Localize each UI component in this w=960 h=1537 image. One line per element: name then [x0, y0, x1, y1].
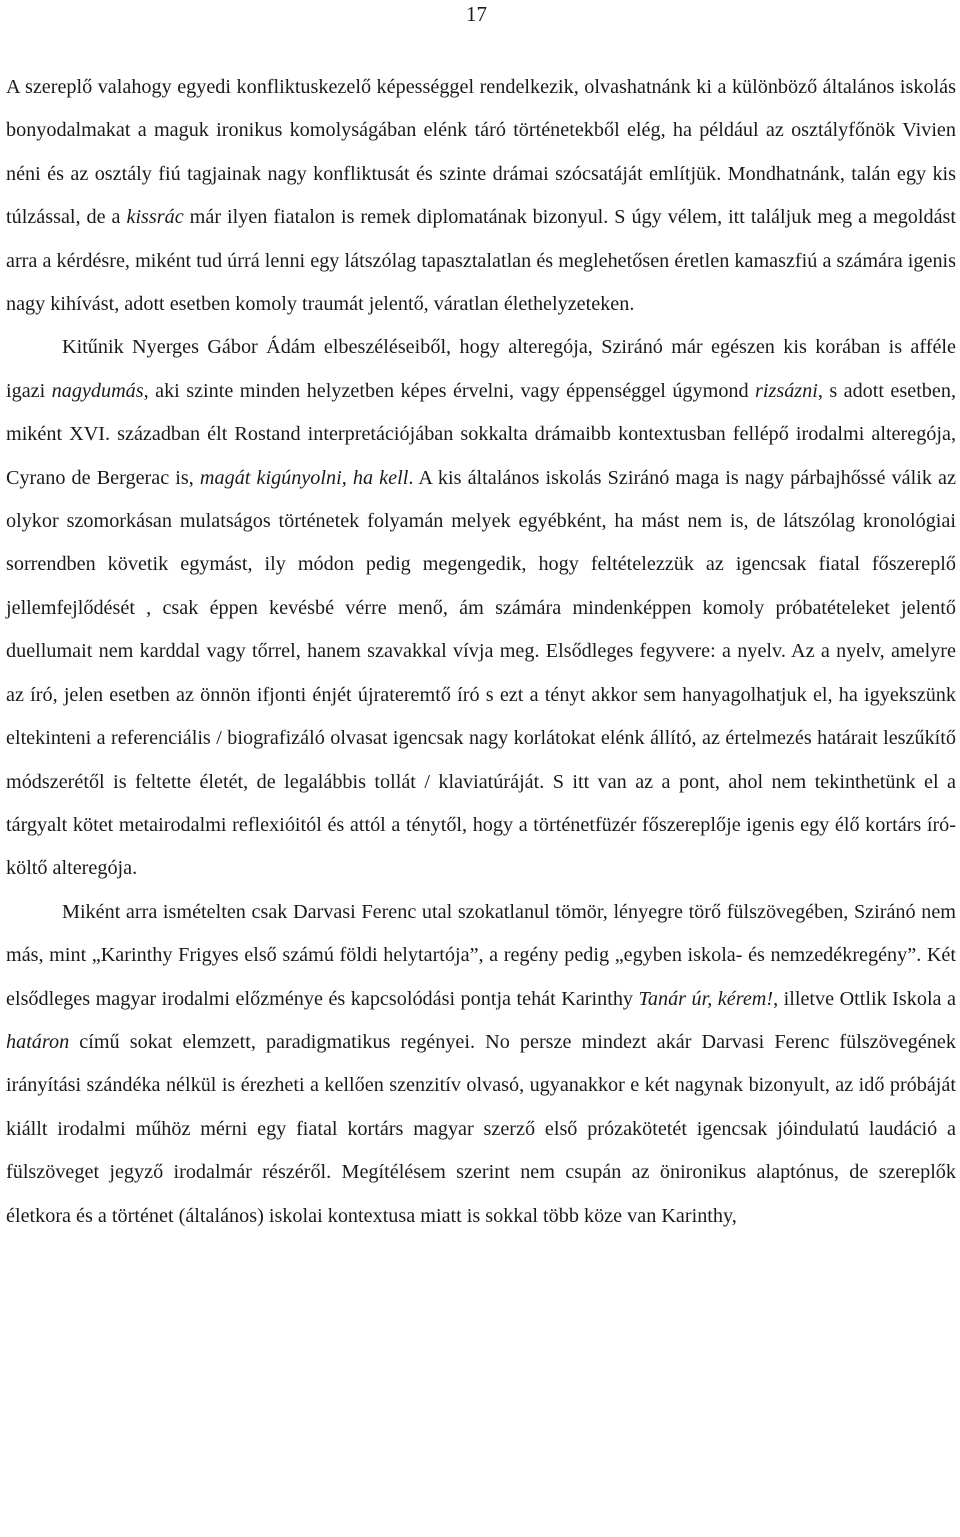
paragraph	[6, 326, 956, 890]
italic-text-run: magát kigúnyolni, ha kell	[199, 466, 409, 489]
paragraph	[6, 891, 956, 1238]
paragraph	[6, 66, 956, 326]
page-number: 17	[466, 2, 487, 26]
body-text	[6, 66, 956, 1238]
text-run: , aki szinte minden helyzetben képes érvelni, vagy éppenséggel úgymond	[143, 379, 756, 402]
text-run: A szereplő valahogy egyedi konfliktuskezelő képességgel rendelkezik, olvashatnánk ki a különböző általános iskolás bonyodalmakat a maguk ironikus komolyságában elénk táró történetekből elég, ha például az osztályfőnök Vivien néni és az osztály fiú tagjainak nagy konfliktusát és szinte drámai szócsatáját említjük. Mondhatnánk, talán egy kis túlzással, de a	[6, 76, 956, 229]
italic-text-run: határon	[6, 1030, 70, 1053]
italic-text-run: kissrác	[126, 206, 184, 229]
text-run: Miként arra ismételten csak Darvasi Ferenc utal szokatlanul tömör, lényegre törő fülszövegében, Sziránó nem más, mint „Karinthy Frigyes első számú földi helytartója”, a regény pedig „egyben iskola- és nemzedékregény”. Két elsődleges magyar irodalmi előzménye és kapcsolódási pontja tehát Karinthy	[6, 900, 956, 1010]
text-run: , s adott esetben, miként XVI. században élt Rostand interpretációjában sokkalta drámaibb kontextusban fellépő irodalmi alteregója, Cyrano de Bergerac is,	[6, 379, 957, 489]
text-run: , illetve Ottlik Iskola a	[773, 987, 956, 1010]
text-run: Kitűnik Nyerges Gábor Ádám elbeszéléseiből, hogy alteregója, Sziránó már egészen kis korában is afféle igazi	[6, 336, 956, 402]
text-run: . A kis általános iskolás Sziránó maga is nagy párbajhőssé válik az olykor szomorkásan mulatságos történetek folyamán melyek egyébként, ha mást nem is, de látszólag kronológiai sorrendben követik egymást, ily módon pedig megengedik, hogy feltételezzük az igencsak fiatal főszereplő jellemfejlődését , csak éppen kevésbé vérre menő, ám számára mindenképpen komoly próbatételeket jelentő duellumait nem karddal vagy tőrrel, hanem szavakkal vívja meg. Elsődleges fegyvere: a nyelv. Az a nyelv, amelyre az író, jelen esetben az önnön ifjonti énjét újrateremtő író s ezt a tényt akkor sem hanyagolhatjuk el, ha igyekszünk eltekinteni a referenciális / biografizáló olvasat igencsak nagy korlátokat elénk állító, az értelmezés határait leszűkítő módszerétől is feltette életét, de legalábbis tollát / klaviatúráját. S itt van az a pont, ahol nem tekinthetünk el a tárgyalt kötet metairodalmi reflexióitól és attól a ténytől, hogy a történetfüzér főszereplője igenis egy élő kortárs író-költő alteregója.	[6, 466, 956, 880]
italic-text-run: Tanár úr, kérem!	[638, 987, 774, 1010]
text-run: című sokat elemzett, paradigmatikus regényei. No persze mindezt akár Darvasi Ferenc fülszövegének irányítási szándéka nélkül is érezheti a kellően szenzitív olvasó, ugyanakkor e két nagynak bizonyult, az idő próbáját kiállt irodalmi műhöz mérni egy fiatal kortárs magyar szerző első prózakötetét igencsak jóindulatú laudáció a fülszöveget jegyző irodalmár részéről. Megítélésem szerint nem csupán az önironikus alaptónus, de szereplők életkora és a történet (általános) iskolai kontextusa miatt is sokkal több köze van Karinthy,	[6, 1030, 956, 1227]
italic-text-run: rizsázni	[755, 379, 818, 402]
text-run: már ilyen fiatalon is remek diplomatának bizonyul. S úgy vélem, itt találjuk meg a megoldást arra a kérdésre, miként tud úrrá lenni egy látszólag tapasztalatlan és meglehetősen éretlen kamaszfiú a számára igenis nagy kihívást, adott esetben komoly traumát jelentő, váratlan élethelyzeteken.	[6, 206, 957, 316]
italic-text-run: nagydumás	[51, 379, 144, 402]
